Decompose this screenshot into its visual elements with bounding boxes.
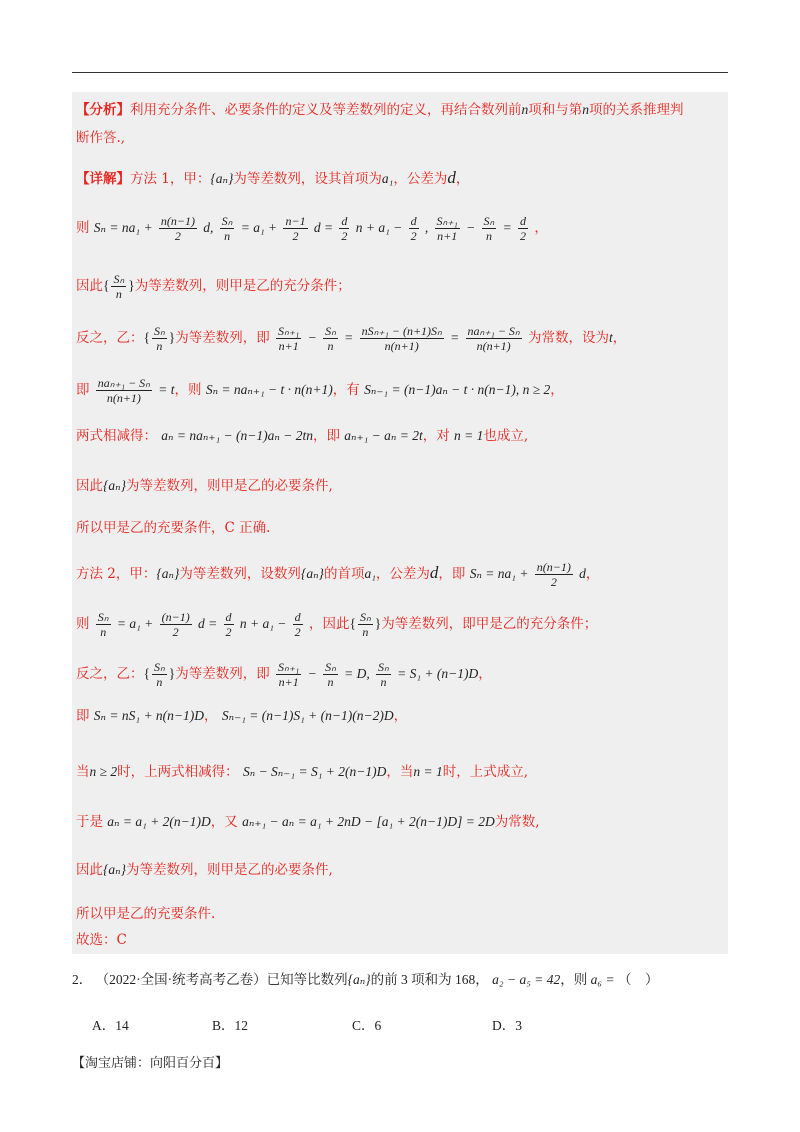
method1-line-1: 【详解】方法 1，甲：{aₙ}为等差数列，设其首项为a₁，公差为d， — [76, 168, 470, 187]
method1-line-7: 因此{aₙ}为等差数列，则甲是乙的必要条件, — [76, 478, 333, 494]
fraction: $\frac{n-1}{2}$ — [285, 214, 306, 243]
analysis-label: 【分析】 — [76, 102, 130, 118]
fraction: $\frac{\text{Sₙ}}{n}$ — [153, 324, 165, 353]
fraction: $\frac{\text{Sₙ}}{n}$ — [221, 214, 233, 243]
fraction: $\frac{\text{Sₙ₊₁}}{n+1}$ — [436, 214, 458, 243]
method1-conclusion: 所以甲是乙的充要条件，C 正确. — [76, 520, 271, 536]
question-source: （2022·全国·统考高考乙卷） — [95, 972, 267, 987]
analysis-line-1: 【分析】利用充分条件、必要条件的定义及等差数列的定义，再结合数列前n项和与第n项的关系推理判 — [76, 102, 684, 118]
method2-line-7: 因此{aₙ}为等差数列，则甲是乙的必要条件, — [76, 862, 333, 878]
fraction: $\frac{\text{naₙ₊₁ − Sₙ}}{n(n+1)}$ — [467, 324, 520, 353]
method1-line-6: 两式相减得： aₙ = naₙ₊₁ − (n−1)aₙ − 2tn，即 aₙ₊₁ − aₙ = 2t，对 n = 1也成立, — [76, 428, 529, 444]
fraction: $\frac{n(n-1)}{2}$ — [536, 560, 571, 589]
method1-line-3: 因此{ $\frac{\text{Sₙ}}{n}$ }为等差数列，则甲是乙的充分条件； — [76, 272, 351, 301]
question-number: 2． — [72, 972, 93, 987]
method1-line-4: 反之，乙：{ $\frac{\text{Sₙ}}{n}$ }为等差数列，即 $\frac{\text{Sₙ₊₁}}{n+1}$ − $\frac{\text{Sₙ}}{n}$ = $\frac{\text{nSₙ₊₁ − (n+1)Sₙ}}{n(n+1)}$ = $\frac{\text{naₙ₊₁ − Sₙ}}{n(n+1)}$ 为常数，设为t， — [76, 324, 627, 353]
analysis-line-2: 断作答., — [76, 130, 126, 146]
final-answer: 故选：C — [76, 932, 127, 948]
fraction: $\frac{\text{Sₙ}}{n}$ — [359, 610, 371, 639]
method1-line-5: 即 $\frac{\text{naₙ₊₁ − Sₙ}}{n(n+1)}$ = t，则 Sₙ = naₙ₊₁ − t · n(n+1)，有 Sₙ₋₁ = (n−1)aₙ − t · n(n−1), n ≥ 2， — [76, 376, 564, 405]
question-2: 2． （2022·全国·统考高考乙卷）已知等比数列{aₙ}的前 3 项和为 168， a₂ − a₅ = 42，则 a₆ = （ ） — [72, 972, 659, 987]
fraction: $\frac{\text{Sₙ}}{n}$ — [325, 660, 336, 689]
fraction: $\frac{d}{2}$ — [520, 214, 527, 243]
option-a[interactable]: A．14 — [92, 1018, 129, 1033]
method2-line-4: 即 Sₙ = nS₁ + n(n−1)D， Sₙ₋₁ = (n−1)S₁ + (n−1)(n−2)D， — [76, 708, 408, 724]
detail-label: 【详解】 — [76, 171, 130, 187]
method1-line-2: 则 Sₙ = na₁ + $\frac{n(n-1)}{2}$ d, $\frac{\text{Sₙ}}{n}$ = a₁ + $\frac{n-1}{2}$ d = $\frac{d}{2}$ n + a₁ − $\frac{d}{2}$ , $\frac{\text{Sₙ₊₁}}{n+1}$ − $\frac{\text{Sₙ}}{n}$ = $\frac{d}{2}$ ， — [76, 214, 548, 243]
method2-line-1: 方法 2，甲：{aₙ}为等差数列，设数列{aₙ}的首项a₁，公差为d，即 Sₙ = na₁ + $\frac{n(n-1)}{2}$ d， — [76, 560, 600, 589]
method2-line-2: 则 $\frac{\text{Sₙ}}{n}$ = a₁ + $\frac{(n-1)}{2}$ d = $\frac{d}{2}$ n + a₁ − $\frac{d}{2}$ ，因此{ $\frac{\text{Sₙ}}{n}$ }为等差数列，即甲是乙的充分条件； — [76, 610, 598, 639]
fraction: $\frac{\text{Sₙ}}{n}$ — [483, 214, 495, 243]
header-rule — [72, 72, 728, 73]
footer-shop-label: 【淘宝店铺：向阳百分百】 — [72, 1056, 229, 1071]
fraction: $\frac{n(n-1)}{2}$ — [160, 214, 195, 243]
option-b[interactable]: B．12 — [212, 1018, 249, 1033]
fraction: $\frac{d}{2}$ — [341, 214, 348, 243]
method2-line-3: 反之，乙：{ $\frac{\text{Sₙ}}{n}$ }为等差数列，即 $\frac{\text{Sₙ₊₁}}{n+1}$ − $\frac{\text{Sₙ}}{n}$ = D, $\frac{\text{Sₙ}}{n}$ = S₁ + (n−1)D， — [76, 660, 492, 689]
fraction: $\frac{\text{Sₙ}}{n}$ — [153, 660, 165, 689]
fraction: $\frac{d}{2}$ — [410, 214, 417, 243]
fraction: $\frac{\text{Sₙ}}{n}$ — [378, 660, 389, 689]
option-c[interactable]: C．6 — [352, 1018, 382, 1033]
fraction: $\frac{d}{2}$ — [225, 610, 232, 639]
fraction: $\frac{\text{Sₙ}}{n}$ — [325, 324, 336, 353]
fraction: $\frac{(n-1)}{2}$ — [161, 610, 190, 639]
fraction: $\frac{\text{Sₙ}}{n}$ — [97, 610, 109, 639]
method2-line-5: 当n ≥ 2时，上两式相减得： Sₙ − Sₙ₋₁ = S₁ + 2(n−1)D，当n = 1时，上式成立, — [76, 764, 529, 780]
fraction: $\frac{\text{nSₙ₊₁ − (n+1)Sₙ}}{n(n+1)}$ — [361, 324, 442, 353]
fraction: $\frac{\text{Sₙ}}{n}$ — [113, 272, 125, 301]
fraction: $\frac{\text{Sₙ₊₁}}{n+1}$ — [278, 660, 300, 689]
fraction: $\frac{\text{Sₙ₊₁}}{n+1}$ — [278, 324, 300, 353]
option-d[interactable]: D．3 — [492, 1018, 522, 1033]
fraction: $\frac{\text{naₙ₊₁ − Sₙ}}{n(n+1)}$ — [97, 376, 150, 405]
fraction: $\frac{d}{2}$ — [294, 610, 301, 639]
method2-line-6: 于是 aₙ = a₁ + 2(n−1)D，又 aₙ₊₁ − aₙ = a₁ + 2nD − [a₁ + 2(n−1)D] = 2D为常数, — [76, 814, 540, 830]
method2-conclusion: 所以甲是乙的充要条件. — [76, 906, 216, 922]
